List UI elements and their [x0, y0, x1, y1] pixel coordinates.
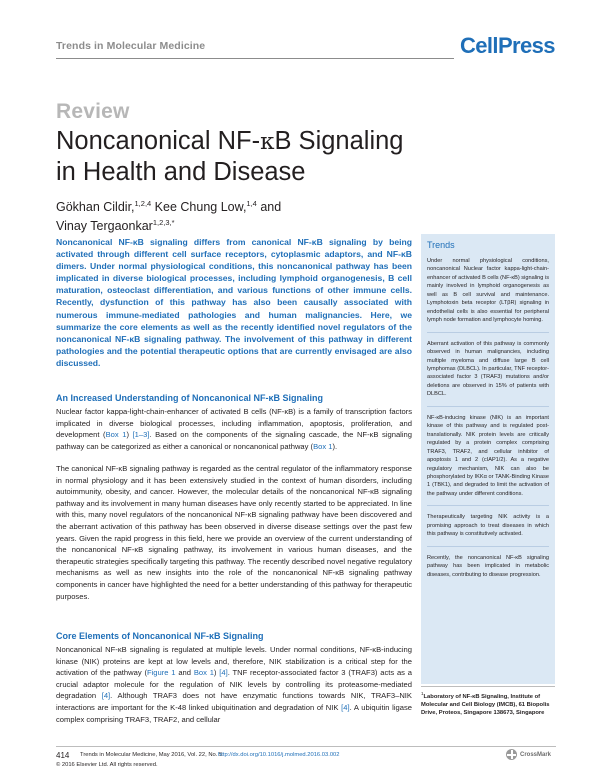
text-run: . Based on the components of the signaling cascade, the NF-κB signaling pathway can be categorized as either a canonical or noncanonical pathway ( [56, 430, 412, 451]
reference-link[interactable]: [4] [341, 702, 350, 712]
crossmark-badge[interactable] [506, 749, 551, 760]
doi-link[interactable]: http://dx.doi.org/10.1016/j.molmed.2016.03.002 [218, 752, 340, 758]
journal-citation: Trends in Molecular Medicine, May 2016, Vol. 22, No. 5 [80, 752, 223, 758]
author-list [56, 196, 386, 234]
trends-item: NF-κB-inducing kinase (NIK) is an important kinase of this pathway and is regulated post-translationally. NIK protein levels are critically regulated by a protein complex comprising TRAF3, TRAF2, and cellular inhibitor of apoptosis 1 and 2 (cIAP1/2). As a negative regulatory mechanism, NIK can also be phosphorylated by IKKα or TANK-Binding Kinase 1 (TBK1), and degraded to limit the activation of the pathway under different conditions. [427, 414, 549, 497]
author-affiliation-marker[interactable]: 1,2,3,* [152, 218, 175, 227]
affiliation-marker: 1 [421, 691, 424, 696]
trends-divider [427, 406, 549, 407]
page-number: 414 [56, 751, 70, 760]
text-run: ). [332, 441, 338, 451]
footer-rule [56, 746, 556, 747]
header-rule [56, 58, 454, 59]
cellpress-logo[interactable]: CellPress [460, 33, 555, 58]
trends-item: Therapeutically targeting NIK activity is a promising approach to treat diseases in which this pathway is constitutively activated. [427, 514, 549, 538]
trends-item: Recently, the noncanonical NF-κB signaling pathway has been implicated in metabolic diseases, contributing to disease progression. [427, 554, 549, 578]
trends-box [421, 234, 555, 684]
trends-divider [427, 505, 549, 506]
affiliation-rule [421, 686, 555, 687]
affiliation-text: Laboratory of NF-κB Signaling, Institute of Molecular and Cell Biology (IMCB), 61 Biopolis Drive, Proteos, Singapore 138673, Singapore [421, 694, 550, 717]
body-paragraph [56, 644, 412, 725]
text-run: . TNF receptor-associated factor 3 (TRAF3) acts as a crucial adaptor molecule for the regulation of NIK levels by controlling its proteasome-mediated degradation [56, 668, 413, 701]
author-affiliation-marker[interactable]: 1,2,4 [134, 199, 152, 208]
crossmark-icon [506, 749, 517, 760]
trends-title: Trends [427, 240, 455, 250]
text-run: ) [213, 668, 220, 678]
title-part: B Signaling [274, 127, 404, 155]
reference-link[interactable]: [4] [219, 668, 228, 678]
body-paragraph: The canonical NF-κB signaling pathway is regarded as the central regulator of the inflammatory response in normal physiology and it has been extensively studied in the context of human disorders, including autoimmunity, obesity, and cancer. However, the molecular details of the noncanonical NF-κB signaling pathway and its involvement in many human diseases have only recently started to be appreciated. In line with this, many novel regulators of the noncanonical NF-κB signaling pathway have been discovered and the aberrant activation of this pathway has been observed in diverse disease settings over the past few years. Given the rapid progress in this field, here we provide an overview of the current understanding of the noncanonical NF-κB signaling pathway, its involvement in various human diseases, and the therapeutic strategies specifically targeting this pathway. The recently described novel negative regulatory mechanisms as well as new insights into the role of the noncanonical NF-κB signaling pathway components in cancer have highlighted the need for a better understanding of this pathway for therapeutic purposes. [56, 464, 412, 601]
box-link[interactable]: Box 1 [105, 430, 127, 440]
article-title [56, 126, 436, 187]
text-run: Nuclear factor kappa-light-chain-enhancer of activated B cells (NF-κB) is a family of transcription factors implicated in diverse biological processes, including inflammation, apoptosis, proliferation, and development ( [56, 407, 412, 440]
box-link[interactable]: Box 1 [313, 441, 333, 451]
text-run: Noncanonical NF-κB signaling is regulated at multiple levels. Under normal conditions, NF-κB-inducing kinase (NIK) proteins are kept at low levels and, therefore, NIK stabilization is a critical step for the activation of the pathway ( [56, 645, 412, 678]
title-kappa: κ [260, 129, 275, 155]
text-run: . Although TRAF3 does not have enzymatic functions towards NIK, TRAF3–NIK interactions are important for the K-48 linked ubiquitination and degradation of NIK [56, 691, 412, 712]
box-link[interactable]: Box 1 [193, 668, 214, 678]
author-name[interactable]: Kee Chung Low, [151, 200, 247, 214]
trends-item: Under normal physiological conditions, noncanonical Nuclear factor kappa-light-chain-enhancer of activated B cells (NF-κB) signaling is mainly involved in lymphoid organogenesis as well as B cell survival and maintenance. Lymphotoxin beta receptor (LTβR) signaling in endothelial cells is also essential for peripheral lymph node formation and lymphocyte homing. [427, 258, 549, 324]
title-part: in Health and Disease [56, 158, 306, 186]
affiliation [421, 690, 559, 718]
trends-item: Aberrant activation of this pathway is commonly observed in human malignancies, including multiple myeloma and diffuse large B cell lymphomas (DLBCL). In particular, TNF receptor-associated factor 3 (TRAF3) mutations and/or deletions are observed in 15% of patients with DLBCL. [427, 340, 549, 398]
reference-link[interactable]: [4] [101, 691, 111, 701]
text-run: . A ubiquitin ligase complex comprising TRAF3, TRAF2, and cellular [56, 702, 413, 724]
section-heading: An Increased Understanding of Noncanonical NF-κB Signaling [56, 393, 324, 403]
section-heading: Core Elements of Noncanonical NF-κB Signaling [56, 631, 264, 641]
abstract: Noncanonical NF-κB signaling differs from canonical NF-κB signaling by being activated through different cell surface receptors, cytoplasmic adaptors, and NF-κB dimers. Under normal physiological conditions, this noncanonical pathway has been implicated in diverse biological processes, including lymphoid organogenesis, B cell maturation, osteoclast differentiation, and various functions of other immune cells. Recently, dysfunction of this pathway has also been causally associated with numerous immune-mediated pathologies and human malignancies. Here, we summarize the core elements as well as the recently identified novel regulators of the noncanonical NF-κB signaling pathway. The involvement of this pathway in different pathologies and the potential therapeutic options that are currently envisaged are also discussed. [56, 237, 412, 368]
author-name[interactable]: Vinay Tergaonkar [56, 219, 153, 233]
reference-link[interactable]: [1–3] [132, 430, 150, 440]
text-run: and [175, 668, 194, 678]
body-paragraph [56, 406, 412, 452]
article-type-label: Review [56, 100, 130, 123]
title-part: Noncanonical NF- [56, 127, 261, 155]
crossmark-label: CrossMark [520, 751, 552, 758]
copyright-notice: © 2016 Elsevier Ltd. All rights reserved. [56, 762, 158, 768]
author-conjunction: and [256, 200, 282, 214]
trends-divider [427, 546, 549, 547]
figure-link[interactable]: Figure 1 [146, 668, 176, 678]
trends-divider [427, 332, 549, 333]
author-affiliation-marker[interactable]: 1,4 [246, 199, 257, 208]
text-run: ) [126, 430, 133, 440]
journal-name: Trends in Molecular Medicine [56, 40, 206, 52]
author-name[interactable]: Gökhan Cildir, [56, 200, 135, 214]
